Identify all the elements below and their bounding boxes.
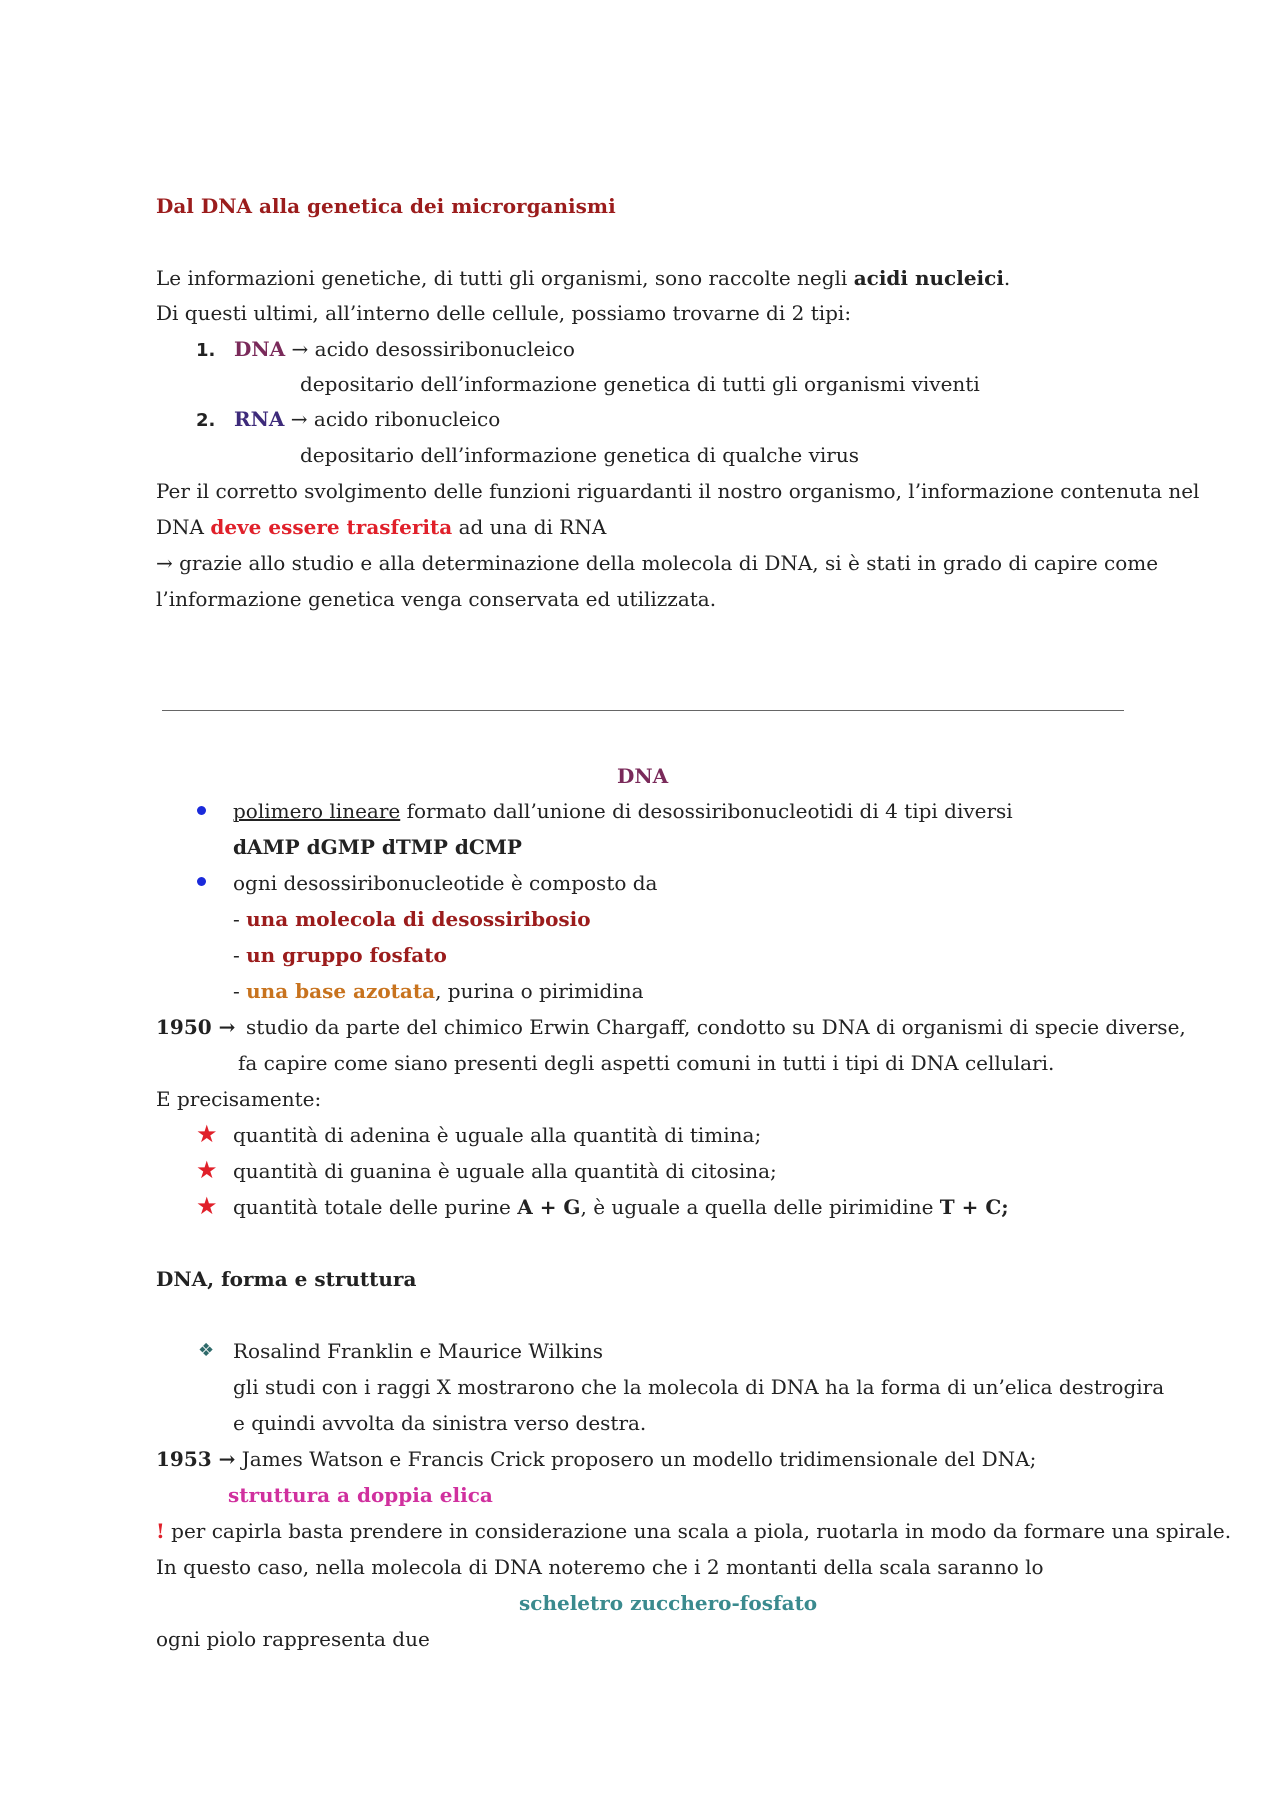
polimero-lineare-term: polimero lineare <box>233 799 401 823</box>
double-helix-term: struttura a doppia elica <box>228 1483 493 1507</box>
intro-line-4: DNA deve essere trasferita ad una di RNA <box>156 515 607 539</box>
line-1950-a: studio da parte del chimico Erwin Chargaff, condotto su DNA di organismi di specie diverse, <box>246 1015 1186 1039</box>
precisamente-line: E precisamente: <box>156 1087 322 1111</box>
star-item-adenina: quantità di adenina è uguale alla quantità di timina; <box>233 1123 762 1147</box>
montanti-line: In questo caso, nella molecola di DNA noteremo che i 2 montanti della scala saranno lo <box>156 1555 1044 1579</box>
star-icon: ★ <box>196 1156 218 1184</box>
star-item-purine: quantità totale delle purine A + G, è uguale a quella delle pirimidine T + C; <box>233 1195 1009 1219</box>
year-1953: 1953 → <box>156 1447 236 1471</box>
list-number: 1. <box>196 340 216 361</box>
intro-line-3: Per il corretto svolgimento delle funzioni riguardanti il nostro organismo, l’informazione contenuta nel <box>156 479 1200 503</box>
diamond-bullet-icon: ❖ <box>198 1340 215 1361</box>
line-1953: 1953 → James Watson e Francis Crick proposero un modello tridimensionale del DNA; <box>156 1447 1037 1471</box>
dna-detail: depositario dell’informazione genetica di tutti gli organismi viventi <box>300 372 980 396</box>
component-desossiribosio: - una molecola di desossiribosio <box>233 907 591 931</box>
section-divider <box>162 710 1124 711</box>
line-1950-b: fa capire come siano presenti degli aspetti comuni in tutti i tipi di DNA cellulari. <box>238 1051 1055 1075</box>
franklin-line-2: e quindi avvolta da sinistra verso destra. <box>233 1411 647 1435</box>
star-item-guanina: quantità di guanina è uguale alla quantità di citosina; <box>233 1159 777 1183</box>
dna-term: DNA <box>234 337 286 361</box>
rna-term: RNA <box>234 407 285 431</box>
document-title: Dal DNA alla genetica dei microrganismi <box>156 194 616 218</box>
component-base-azotata: - una base azotata, purina o pirimidina <box>233 979 644 1003</box>
list-number: 2. <box>196 410 216 431</box>
franklin-wilkins-names: Rosalind Franklin e Maurice Wilkins <box>233 1339 603 1363</box>
exclamation-mark: ! <box>156 1519 165 1543</box>
last-line: ogni piolo rappresenta due <box>156 1627 430 1651</box>
intro-line-5: → grazie allo studio e alla determinazione della molecola di DNA, si è stati in grado di capire come <box>156 551 1159 575</box>
intro-line-6: l’informazione genetica venga conservata ed utilizzata. <box>156 587 717 611</box>
franklin-line-1: gli studi con i raggi X mostrarono che la molecola di DNA ha la forma di un’elica destrogira <box>233 1375 1165 1399</box>
rna-detail: depositario dell’informazione genetica di qualche virus <box>300 443 859 467</box>
list-item-dna: 1. DNA → acido desossiribonucleico <box>196 336 575 364</box>
component-fosfato: - un gruppo fosfato <box>233 943 447 967</box>
year-1950: 1950 → <box>156 1015 236 1039</box>
intro-line-1: Le informazioni genetiche, di tutti gli organismi, sono raccolte negli acidi nucleici. <box>156 266 1011 290</box>
star-icon: ★ <box>196 1120 218 1148</box>
structure-heading: DNA, forma e struttura <box>156 1267 417 1291</box>
nucleotide-list: dAMP dGMP dTMP dCMP <box>233 835 522 859</box>
acidi-nucleici-term: acidi nucleici <box>853 266 1004 290</box>
highlight-trasferita: deve essere trasferita <box>210 515 453 539</box>
list-item-rna: 2. RNA → acido ribonucleico <box>196 406 500 434</box>
dna-section-heading: DNA <box>617 764 669 788</box>
intro-line-2: Di questi ultimi, all’interno delle cellule, possiamo trovarne di 2 tipi: <box>156 301 852 325</box>
backbone-term: scheletro zucchero-fosfato <box>519 1591 818 1615</box>
bullet-composto: ogni desossiribonucleotide è composto da <box>233 871 658 895</box>
star-icon: ★ <box>196 1192 218 1220</box>
bullet-dot-icon <box>197 806 206 815</box>
bullet-polimero: polimero lineare formato dall’unione di desossiribonucleotidi di 4 tipi diversi <box>233 799 1013 823</box>
bullet-dot-icon <box>197 877 206 886</box>
scala-line: ! per capirla basta prendere in considerazione una scala a piola, ruotarla in modo da formare una spirale. <box>156 1519 1232 1543</box>
